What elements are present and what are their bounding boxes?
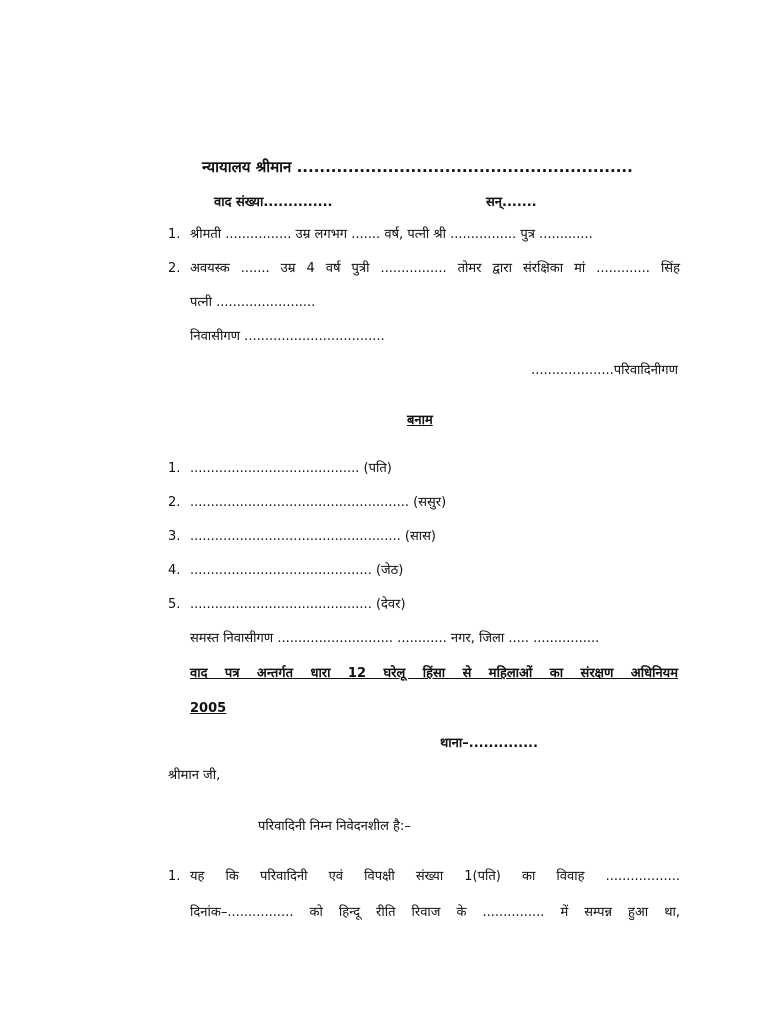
petitioners-label: ....................परिवादिनीगण: [531, 363, 678, 378]
list-item: 1. ......................................... (पति): [168, 461, 392, 476]
paragraph-1-line-1: यह कि परिवादिनी एवं विपक्षी संख्या 1(पति) का विवाह ..................: [190, 869, 680, 884]
petitioner-2-number: 2.: [168, 261, 181, 276]
list-item: 3. ................................................... (सास): [168, 529, 436, 544]
versus-heading: बनाम: [407, 413, 433, 428]
petitioner-2-continued: पत्नी ........................: [190, 295, 316, 310]
petitioner-1-text: श्रीमती ................ उम्र लगभग ....... वर्ष, पत्नी श्री ................ पुत्र .............: [190, 227, 593, 242]
act-title-line-1: वाद पत्र अन्तर्गत धारा 12 घरेलू हिंसा से महिलाओं का संरक्षण अधिनियम: [190, 666, 678, 681]
petitioner-2-text: अवयस्क ....... उम्र 4 वर्ष पुत्री ................ तोमर द्वारा संरक्षिका मां ............. सिंह: [190, 261, 680, 276]
case-number: वाद संख्या..............: [214, 195, 333, 210]
case-year: सन्.......: [486, 195, 537, 210]
salutation: श्रीमान जी,: [168, 768, 221, 783]
list-item: 2. ..................................................... (ससुर): [168, 495, 447, 510]
paragraph-1-line-2: दिनांक–................ को हिन्दू रीति रिवाज के ............... में सम्पन्न हुआ था,: [190, 905, 680, 920]
police-station: थाना–..............: [440, 736, 538, 751]
petitioner-1-number: 1.: [168, 227, 181, 242]
list-item: 5. ............................................ (देवर): [168, 597, 406, 612]
petitioner-2: [168, 260, 680, 278]
petitioner-1: [168, 226, 593, 244]
petitioner-residence: निवासीगण ..................................: [190, 329, 385, 344]
act-title-line-2: 2005: [190, 701, 227, 716]
paragraph-1: [168, 868, 680, 886]
court-heading: न्यायालय श्रीमान ...........................................................: [202, 158, 633, 176]
paragraph-1-number: 1.: [168, 869, 181, 884]
list-item: 4. ............................................ (जेठ): [168, 563, 404, 578]
respondents-residence: समस्त निवासीगण ............................ ............ नगर, जिला ..... ................: [190, 631, 600, 646]
intro-statement: परिवादिनी निम्न निवेदनशील है:–: [258, 819, 411, 834]
